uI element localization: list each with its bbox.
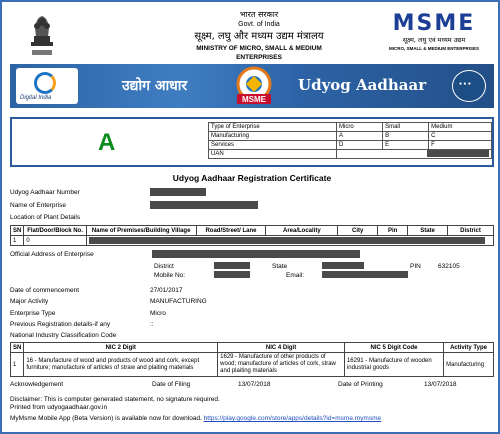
ministry-title-block	[174, 10, 344, 62]
commencement-value: 27/01/2017	[150, 287, 183, 294]
enterprise-category-box	[10, 117, 494, 167]
ministry-hindi: सूक्ष्म, लघु और मध्यम उद्यम मंत्रालय	[194, 31, 324, 42]
msme-logo-hindi: सूक्ष्म, लघु एवं मध्यम उद्यम	[402, 36, 466, 44]
acknowledgement-label: Acknowledgement	[10, 381, 64, 388]
filing-date-value: 13/07/2018	[238, 381, 271, 388]
official-address-label: Official Address of Enterprise	[10, 251, 94, 258]
table-row: SN Flat/Door/Block No. Name of Premises/Building Village Road/Street/ Lane Area/Locality City Pin State District	[11, 226, 494, 236]
mobile-app-line	[10, 415, 381, 422]
email-label: Email:	[286, 272, 305, 279]
pin-label: PIN	[410, 263, 421, 270]
mobile-label: Mobile No:	[154, 272, 186, 279]
udyog-aadhaar-number-label: Udyog Aadhaar Number	[10, 189, 80, 196]
enterprise-name-label: Name of Enterprise	[10, 202, 66, 209]
ministry-english: MINISTRY OF MICRO, SMALL & MEDIUM ENTERPRISES	[196, 45, 322, 61]
email-redaction	[322, 271, 408, 278]
major-activity-label: Major Activity	[10, 298, 49, 305]
nic-code-table	[10, 342, 494, 377]
printed-from-text: Printed from udyogaadhaar.gov.in	[10, 404, 108, 411]
table-row	[209, 150, 492, 159]
banner-title-english: Udyog Aadhaar	[298, 76, 427, 94]
table-row: Manufacturing A B C	[209, 132, 492, 141]
official-address-redaction	[152, 250, 360, 258]
previous-registration-label: Previous Registration details-if any	[10, 321, 111, 328]
uan-label: UAN	[211, 151, 224, 157]
table-row: Type of Enterprise Micro Small Medium	[209, 123, 492, 132]
right-logo-icon: ● ● ●	[459, 81, 471, 87]
page-header	[4, 4, 498, 64]
enterprise-type-value: Micro	[150, 310, 166, 317]
printing-date-label: Date of Printing	[338, 381, 383, 388]
udyog-aadhaar-banner	[10, 64, 494, 108]
govt-english: Govt. of India	[238, 21, 280, 28]
enterprise-type-label: Enterprise Type	[10, 310, 56, 317]
mobile-app-text: MyMsme Mobile App (Beta Version) is available now for download.	[10, 415, 202, 422]
digital-india-icon	[34, 72, 56, 94]
msme-logo-word: MSME	[392, 11, 476, 36]
printing-date-value: 13/07/2018	[424, 381, 457, 388]
uan-redaction	[427, 150, 489, 157]
enterprise-name-redaction	[150, 201, 258, 209]
national-emblem-icon	[24, 10, 60, 58]
certificate-title: Udyog Aadhaar Registration Certificate	[172, 173, 332, 183]
table-row: 1 16 - Manufacture of wood and products of wood and cork, except furniture; manufacture of articles of straw and plaiting materials 1629 - Manufacture of other products of wood; manufacture of articles of cork, straw and plaiting materials 16291 - Manufacture of wooden industrial goods Manufacturing	[11, 353, 494, 377]
banner-title-hindi: उद्योग आधार	[122, 78, 188, 94]
commencement-label: Date of commencement	[10, 287, 80, 294]
table-row: Services D E F	[209, 141, 492, 150]
district-redaction	[214, 262, 250, 269]
mobile-app-link[interactable]: https://play.google.com/store/apps/details?id=msme.mymsme	[203, 415, 382, 422]
state-label: State	[272, 263, 288, 270]
filing-date-label: Date of Filing	[152, 381, 191, 388]
category-grade: A	[98, 129, 116, 156]
govt-hindi: भारत सरकार	[239, 10, 279, 19]
major-activity-value: MANUFACTURING	[150, 298, 207, 305]
disclaimer-block	[10, 396, 220, 412]
enterprise-category-table	[208, 122, 492, 159]
state-redaction	[322, 262, 364, 269]
plant-address-redaction	[89, 237, 485, 244]
digital-india-logo	[16, 68, 78, 104]
table-row: 1 0	[11, 236, 494, 246]
msme-logo	[384, 12, 484, 60]
mobile-redaction	[214, 271, 250, 278]
previous-registration-value: ::	[150, 321, 154, 328]
table-row: SN NIC 2 Digit NIC 4 Digit NIC 5 Digit Code Activity Type	[11, 343, 494, 353]
right-circle-logo	[452, 70, 486, 102]
digital-india-text: Digital India	[20, 95, 52, 101]
uan-value-redaction	[150, 188, 206, 196]
district-label: District	[154, 263, 174, 270]
plant-location-table	[10, 225, 494, 246]
nic-label: National Industry Classification Code	[10, 332, 117, 339]
msme-logo-english: MICRO, SMALL & MEDIUM ENTERPRISES	[389, 46, 479, 51]
disclaimer-text: Disclaimer: This is computer generated statement, no signature required.	[10, 396, 220, 403]
udyog-aadhaar-emblem-icon	[228, 66, 280, 106]
emblem-msme-text: MSME	[242, 95, 266, 104]
pin-value: 632105	[438, 263, 460, 270]
plant-location-label: Location of Plant Details	[10, 214, 81, 221]
